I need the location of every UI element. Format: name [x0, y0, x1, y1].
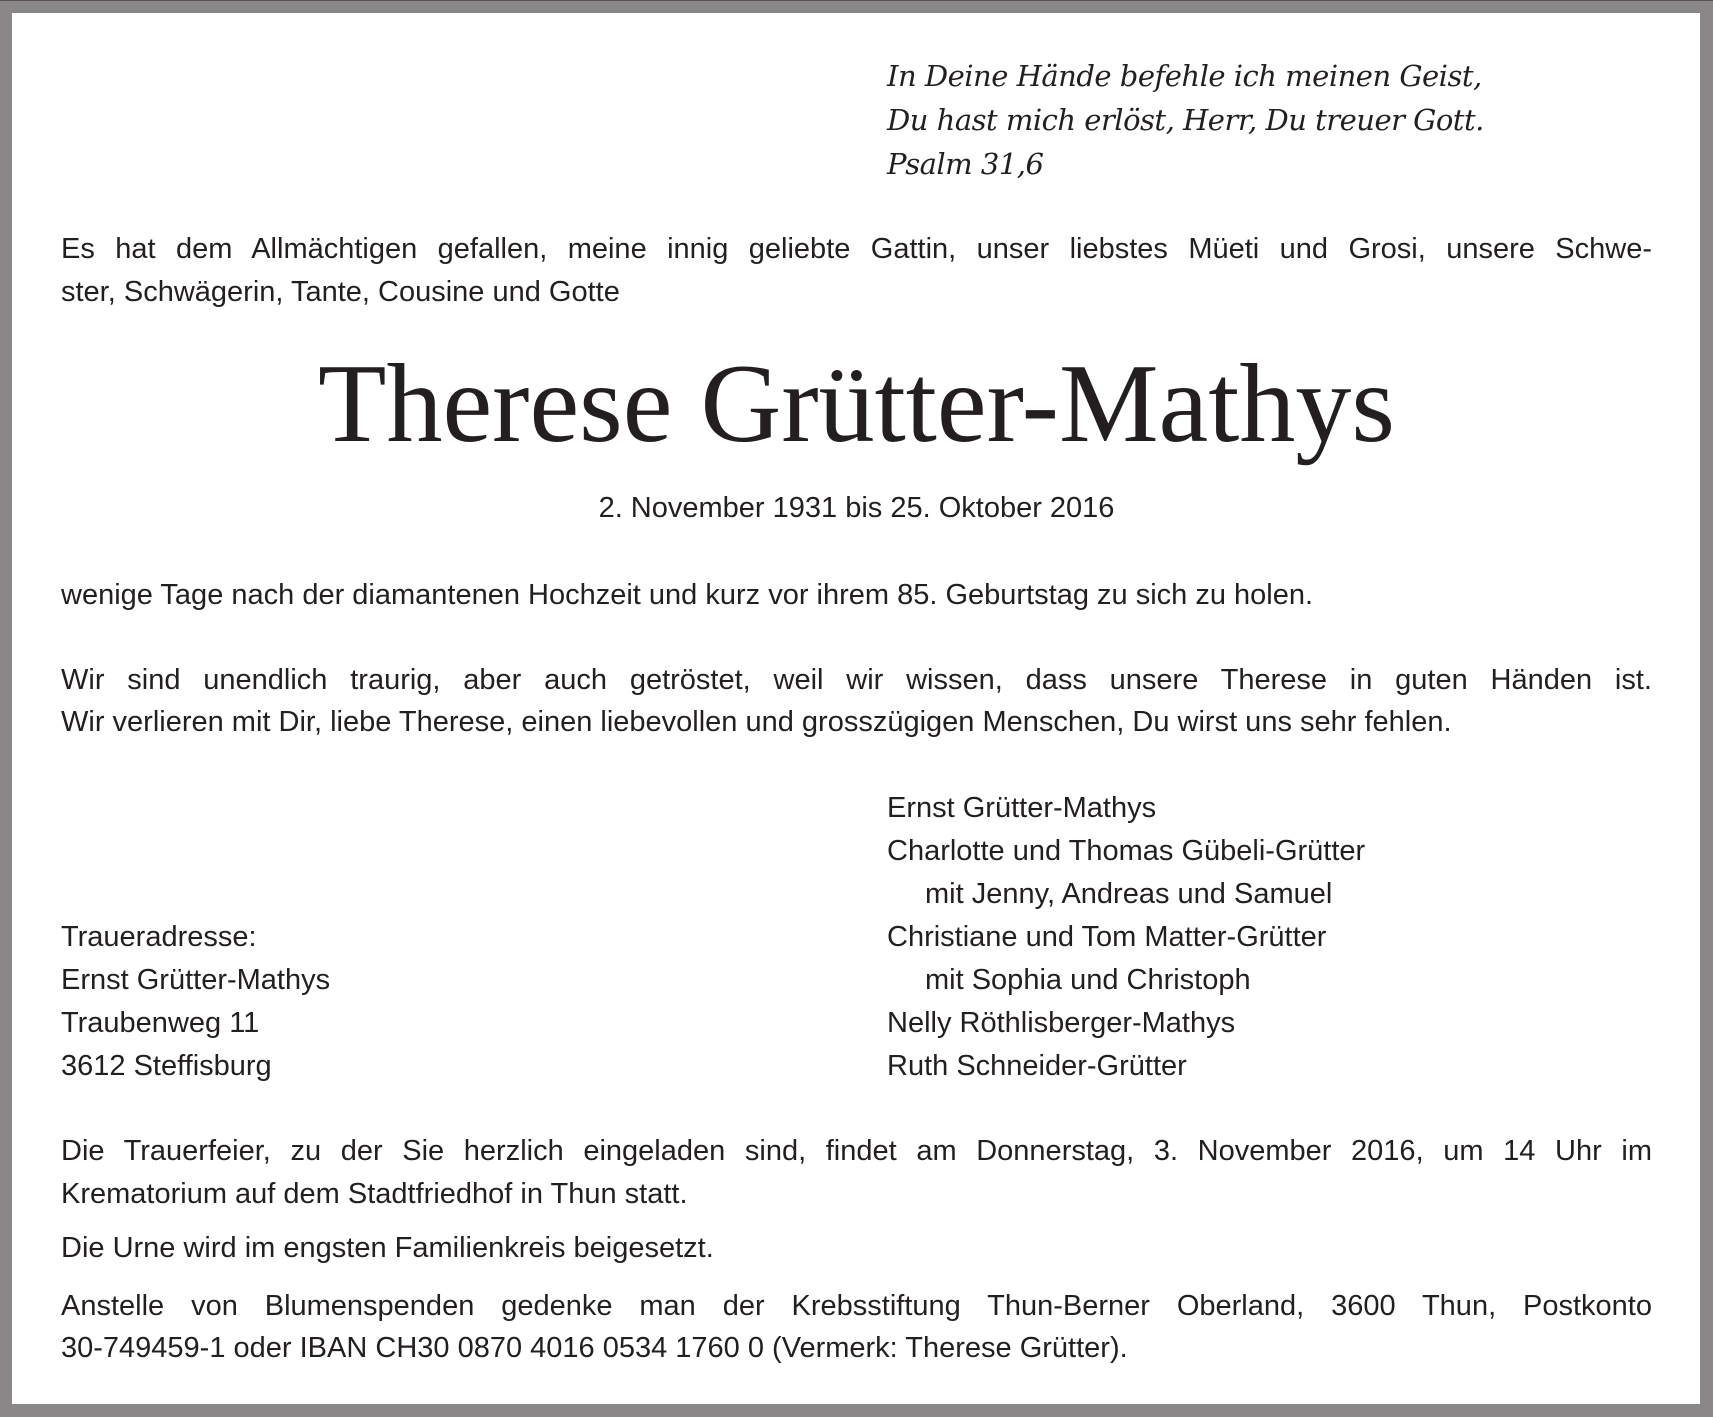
mourner-children: mit Jenny, Andreas und Samuel: [925, 878, 1333, 910]
life-dates: 2. November 1931 bis 25. Oktober 2016: [598, 492, 1115, 524]
mourner: Nelly Röthlisberger-Mathys: [887, 1007, 1236, 1039]
donation-line: 30-749459-1 oder IBAN CH30 0870 4016 0534 1760 0 (Vermerk: Therese Grütter).: [61, 1332, 1128, 1364]
mourner: Charlotte und Thomas Gübeli-Grütter: [887, 835, 1366, 867]
mourner: Ernst Grütter-Mathys: [887, 792, 1157, 824]
quote-line: In Deine Hände befehle ich meinen Geist,: [887, 59, 1482, 93]
after-name-text: wenige Tage nach der diamantenen Hochzeit und kurz vor ihrem 85. Geburtstag zu sich zu holen.: [61, 579, 1314, 611]
message-line: Wir verlieren mit Dir, liebe Therese, einen liebevollen und grosszügigen Menschen, Du wirst uns sehr fehlen.: [61, 706, 1452, 738]
message-line: Wir sind unendlich traurig, aber auch getröstet, weil wir wissen, dass unsere Therese in guten Händen ist.: [61, 664, 1652, 696]
intro-line: Es hat dem Allmächtigen gefallen, meine innig geliebte Gattin, unser liebstes Müeti und Grosi, unsere Schwe-: [61, 233, 1652, 265]
ceremony-line: Die Trauerfeier, zu der Sie herzlich eingeladen sind, findet am Donnerstag, 3. November 2016, um 14 Uhr im: [61, 1135, 1652, 1167]
mourner-children: mit Sophia und Christoph: [925, 964, 1251, 996]
donation-line: Anstelle von Blumenspenden gedenke man der Krebsstiftung Thun-Berner Oberland, 3600 Thun, Postkonto: [61, 1290, 1652, 1322]
deceased-name: Therese Grütter-Mathys: [318, 342, 1395, 466]
quote-reference: Psalm 31,6: [887, 147, 1044, 181]
mourner: Ruth Schneider-Grütter: [887, 1050, 1187, 1082]
ceremony-line: Krematorium auf dem Stadtfriedhof in Thun statt.: [61, 1178, 688, 1210]
address-street: Traubenweg 11: [61, 1007, 260, 1039]
address-name: Ernst Grütter-Mathys: [61, 964, 331, 996]
quote-line: Du hast mich erlöst, Herr, Du treuer Gott.: [887, 103, 1484, 137]
address-city: 3612 Steffisburg: [61, 1050, 272, 1082]
urn-note: Die Urne wird im engsten Familienkreis beigesetzt.: [61, 1232, 714, 1264]
intro-line: ster, Schwägerin, Tante, Cousine und Gotte: [61, 276, 620, 308]
frame-top-line: [0, 0, 1713, 1]
mourner: Christiane und Tom Matter-Grütter: [887, 921, 1327, 953]
address-label: Traueradresse:: [61, 921, 257, 953]
